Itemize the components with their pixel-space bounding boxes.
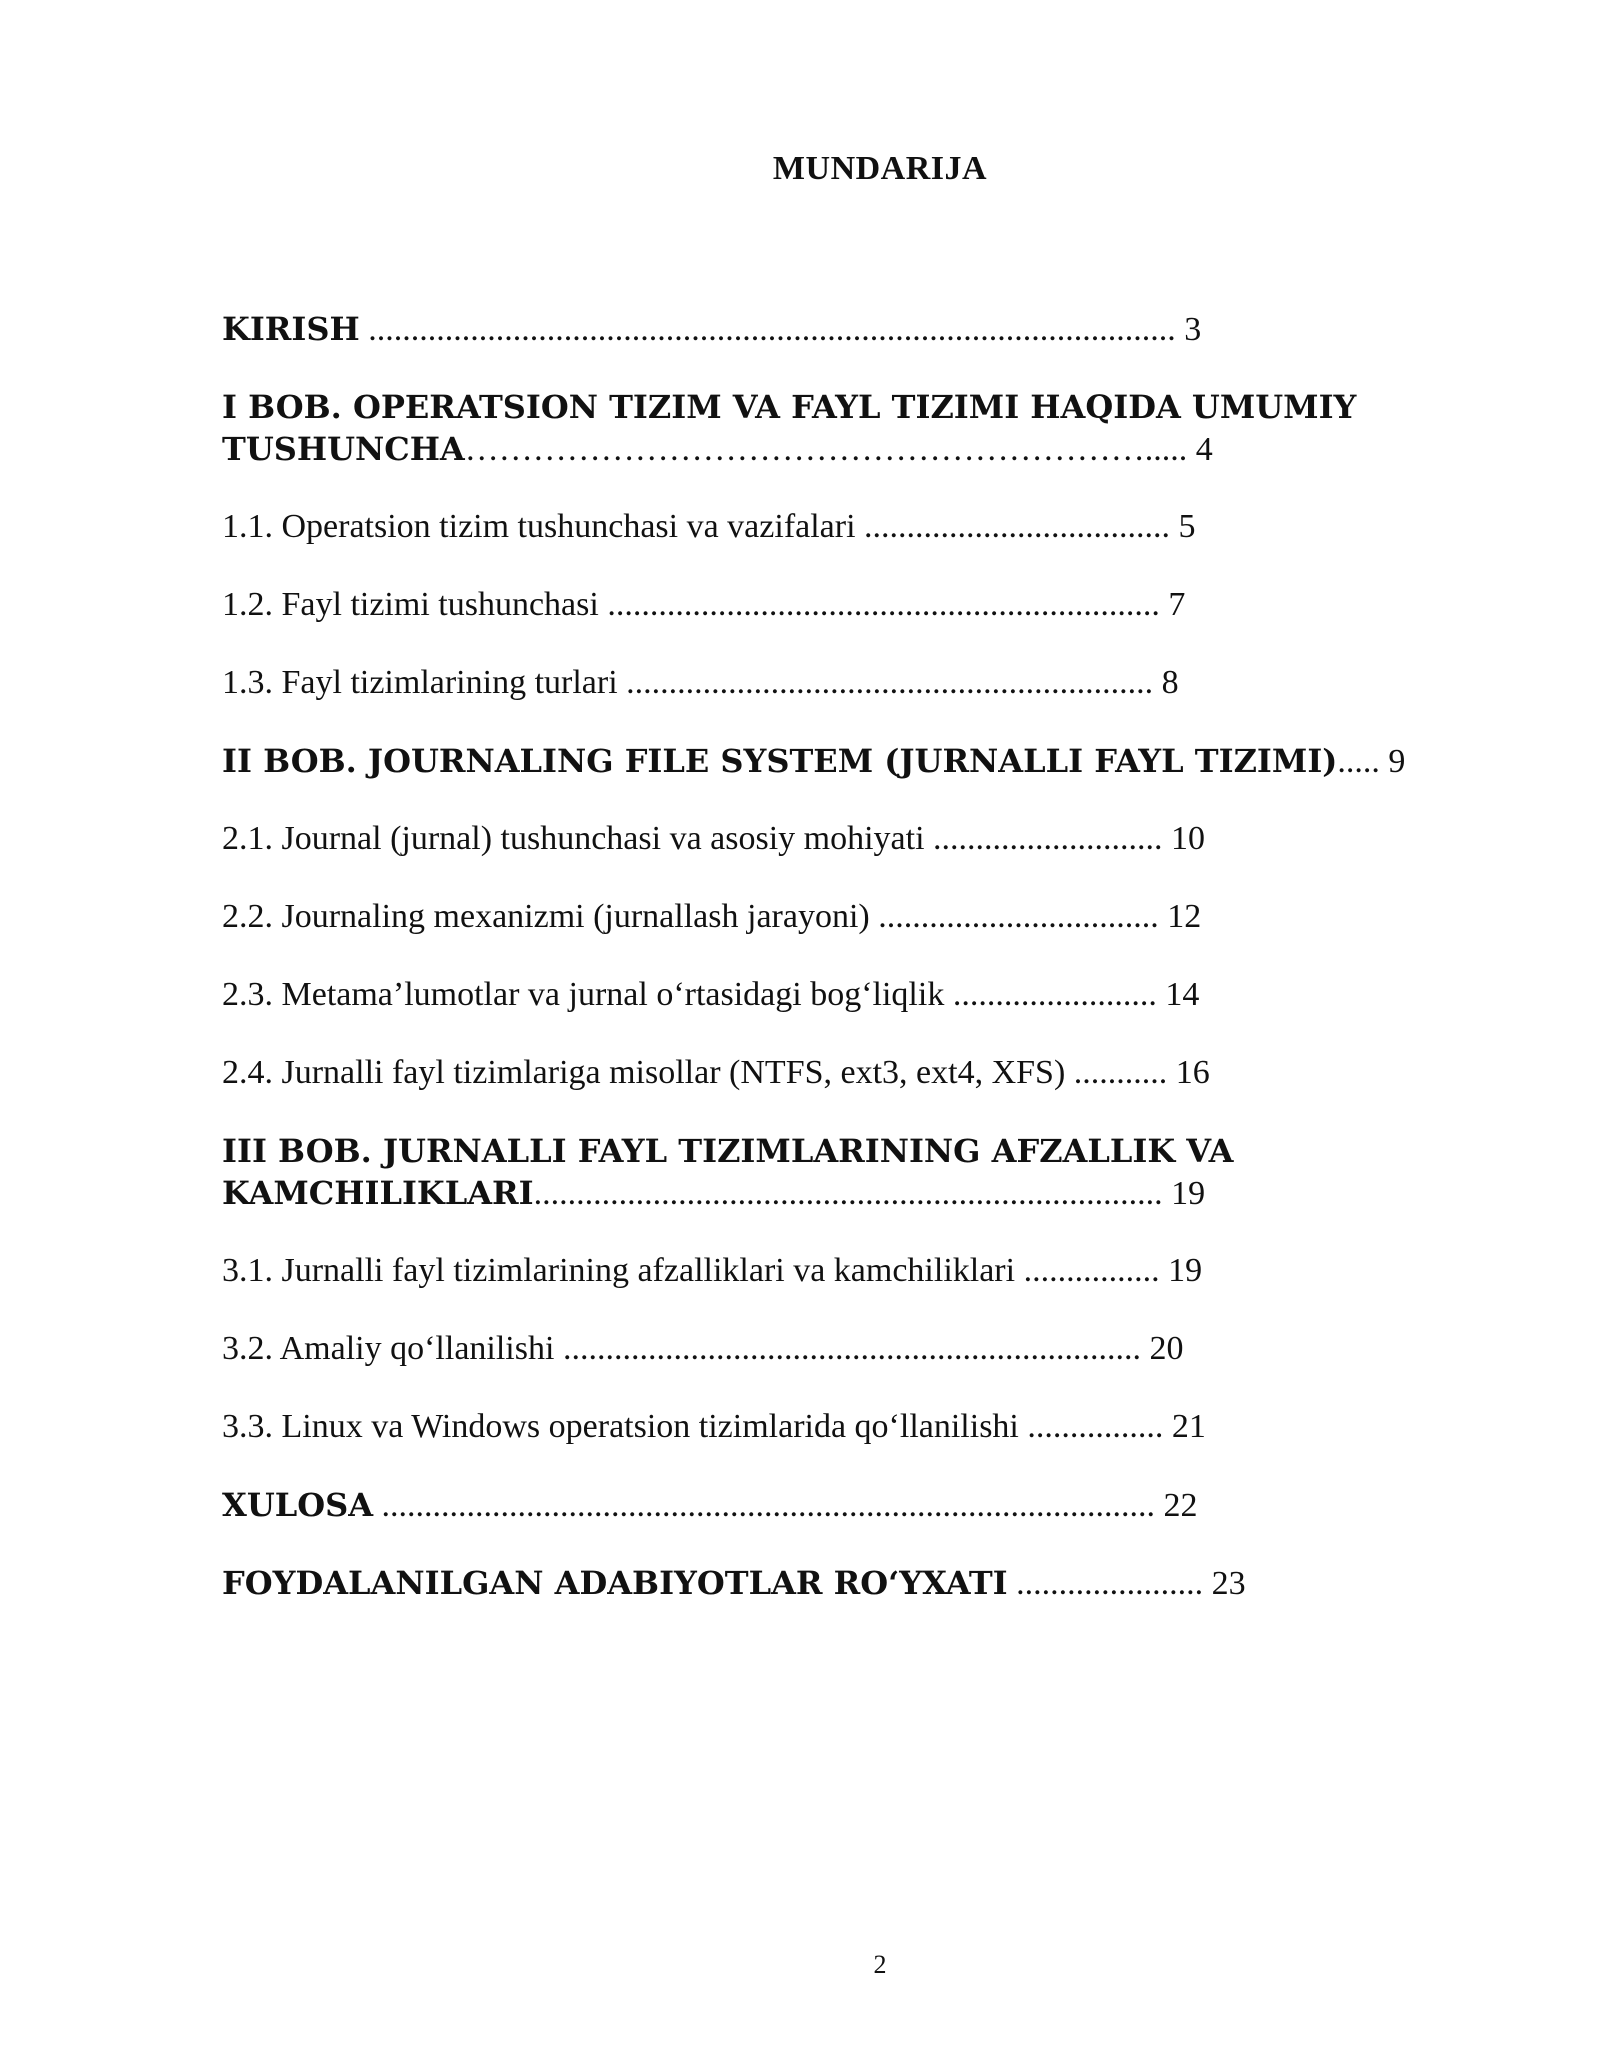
toc-entry-kirish	[222, 308, 1201, 351]
toc-dot-leader: ..............................................................	[617, 664, 1154, 701]
toc-page-number: 19	[1159, 1252, 1203, 1289]
toc-page-number: 21	[1163, 1408, 1206, 1445]
toc-entry-section-2-1	[222, 818, 1205, 860]
toc-entry-title: TUSHUNCHA	[222, 430, 465, 468]
toc-entry-chapter-1	[222, 386, 1356, 471]
toc-entry-section-1-2	[222, 584, 1185, 626]
toc-entry-section-3-3	[222, 1406, 1206, 1448]
toc-entry-title: 1.1. Operatsion tizim tushunchasi va vazifalari	[222, 508, 856, 545]
toc-dot-leader: ....................................................................	[554, 1330, 1141, 1367]
toc-entry-title: 2.3. Metama’lumotlar va jurnal o‘rtasidagi bog‘liqlik	[222, 976, 945, 1013]
toc-dot-leader: ...........	[1065, 1054, 1168, 1091]
toc-entry-title: XULOSA	[222, 1486, 374, 1524]
toc-dot-leader: ......................	[1007, 1565, 1204, 1602]
toc-page-number: 19	[1162, 1175, 1206, 1212]
toc-entry-chapter-2	[222, 740, 1405, 783]
page-title: MUNDARIJA	[772, 150, 988, 187]
toc-dot-leader: ....................................	[855, 508, 1171, 545]
toc-entry-references	[222, 1562, 1246, 1605]
toc-page-number: 22	[1155, 1487, 1198, 1524]
toc-dot-leader: ................	[1018, 1408, 1164, 1445]
toc-entry-title: 1.3. Fayl tizimlarining turlari	[222, 664, 618, 701]
toc-page-number: 23	[1203, 1565, 1246, 1602]
toc-entry-title: 2.4. Jurnalli fayl tizimlariga misollar (NTFS, ext3, ext4, XFS)	[222, 1054, 1066, 1091]
toc-page-number: 20	[1140, 1330, 1184, 1367]
toc-entry-title: FOYDALANILGAN ADABIYOTLAR RO‘YXATI	[222, 1564, 1008, 1602]
toc-page-number: 4	[1187, 431, 1213, 468]
page-number: 2	[873, 1950, 887, 1979]
toc-entry-section-3-1	[222, 1250, 1202, 1292]
toc-entry-section-2-4	[222, 1052, 1210, 1094]
toc-page-number: 5	[1170, 508, 1196, 545]
toc-dot-leader: ................	[1015, 1252, 1160, 1289]
toc-entry-section-1-3	[222, 662, 1179, 704]
toc-dot-leader: ...........................	[924, 820, 1163, 857]
toc-page-number: 7	[1159, 586, 1186, 623]
toc-dot-leader: ..........................................................................	[533, 1175, 1163, 1212]
toc-page-number: 12	[1158, 898, 1202, 935]
toc-entry-title-line1: III BOB. JURNALLI FAYL TIZIMLARINING AFZALLIK VA	[222, 1132, 1234, 1170]
toc-page-number: 3	[1175, 311, 1202, 348]
toc-entry-title: 2.2. Journaling mexanizmi (jurnallash jarayoni)	[222, 898, 870, 935]
toc-entry-title: 2.1. Journal (jurnal) tushunchasi va asosiy mohiyati	[222, 820, 925, 857]
toc-entry-chapter-3	[222, 1130, 1233, 1215]
toc-entry-title: 1.2. Fayl tizimi tushunchasi	[222, 586, 599, 623]
toc-entry-section-2-2	[222, 896, 1201, 938]
toc-entry-title: KAMCHILIKLARI	[222, 1174, 534, 1212]
toc-dot-leader: ...........................................................................................	[373, 1487, 1156, 1524]
toc-page-number: 14	[1156, 976, 1200, 1013]
toc-dot-leader: …………………………………………………….....	[464, 431, 1188, 468]
toc-page-number: 16	[1167, 1054, 1210, 1091]
toc-entry-section-2-3	[222, 974, 1199, 1016]
toc-entry-title: 3.2. Amaliy qo‘llanilishi	[222, 1330, 555, 1367]
toc-dot-leader: .................................	[869, 898, 1159, 935]
toc-dot-leader: ........................	[944, 976, 1157, 1013]
toc-entry-section-3-2	[222, 1328, 1183, 1370]
toc-entry-xulosa	[222, 1484, 1198, 1527]
toc-page-number: 9	[1379, 743, 1406, 780]
toc-entry-title-line1: I BOB. OPERATSION TIZIM VA FAYL TIZIMI HAQIDA UMUMIY	[222, 388, 1357, 426]
toc-dot-leader: .................................................................	[598, 586, 1160, 623]
toc-dot-leader: .....	[1337, 743, 1380, 780]
toc-entry-title: KIRISH	[222, 310, 360, 348]
toc-entry-title: 3.3. Linux va Windows operatsion tizimlarida qo‘llanilishi	[222, 1408, 1019, 1445]
toc-entry-title: 3.1. Jurnalli fayl tizimlarining afzalliklari va kamchiliklari	[222, 1252, 1016, 1289]
toc-dot-leader: ...............................................................................................	[359, 311, 1176, 348]
toc-page-number: 10	[1162, 820, 1206, 857]
toc-entry-section-1-1	[222, 506, 1196, 548]
toc-entry-title: II BOB. JOURNALING FILE SYSTEM (JURNALLI FAYL TIZIMI)	[222, 742, 1338, 780]
toc-page-number: 8	[1153, 664, 1179, 701]
